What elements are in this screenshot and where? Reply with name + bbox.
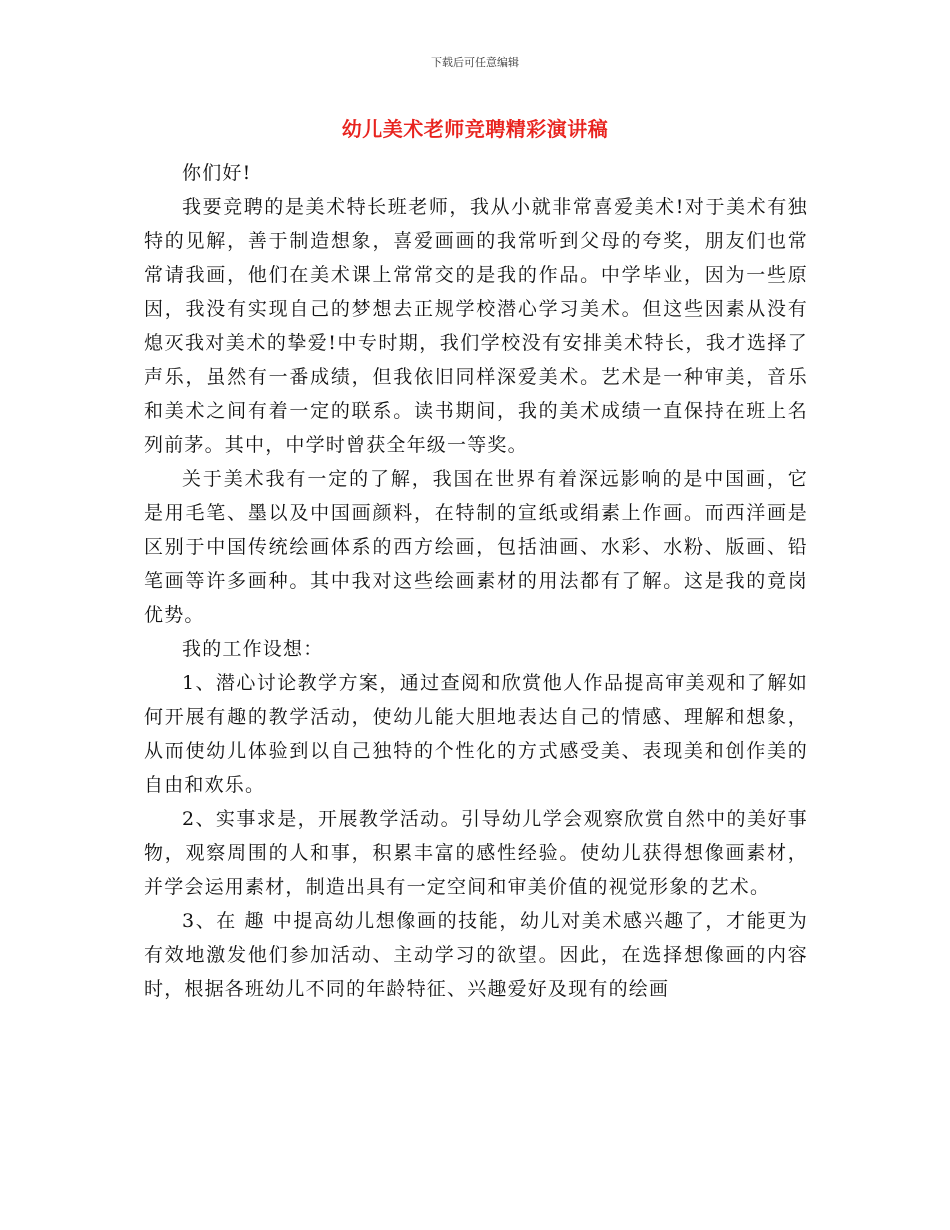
- paragraph-plan-2: 2、实事求是，开展教学活动。引导幼儿学会观察欣赏自然中的美好事物，观察周围的人和事，积累丰富的感性经验。使幼儿获得想像画素材，并学会运用素材，制造出具有一定空间和审美价值的视觉形象的艺术。: [144, 808, 808, 898]
- document-body: [144, 156, 808, 1006]
- paragraph-background: 我要竞聘的是美术特长班老师，我从小就非常喜爱美术!对于美术有独特的见解，善于制造想象，喜爱画画的我常听到父母的夸奖，朋友们也常常请我画，他们在美术课上常常交的是我的作品。中学毕业，因为一些原因，我没有实现自己的梦想去正规学校潜心学习美术。但这些因素从没有熄灭我对美术的挚爱!中专时期，我们学校没有安排美术特长，我才选择了声乐，虽然有一番成绩，但我依旧同样深爱美术。艺术是一种审美，音乐和美术之间有着一定的联系。读书期间，我的美术成绩一直保持在班上名列前茅。其中，中学时曾获全年级一等奖。: [144, 196, 808, 456]
- paragraph-plan-heading: 我的工作设想：: [182, 638, 324, 660]
- paragraph-knowledge: 关于美术我有一定的了解，我国在世界有着深远影响的是中国画，它是用毛笔、墨以及中国画颜料，在特制的宣纸或绢素上作画。而西洋画是区别于中国传统绘画体系的西方绘画，包括油画、水彩、水粉、版画、铅笔画等许多画种。其中我对这些绘画素材的用法都有了解。这是我的竟岗优势。: [144, 468, 808, 626]
- paragraph-greeting: 你们好!: [182, 162, 252, 184]
- paragraph-plan-3: 3、在 趣 中提高幼儿想像画的技能，幼儿对美术感兴趣了，才能更为有效地激发他们参加活动、主动学习的欲望。因此，在选择想像画的内容时，根据各班幼儿不同的年龄特征、兴趣爱好及现有的绘画: [144, 910, 808, 1000]
- header-note: 下载后可任意编辑: [431, 56, 519, 69]
- paragraph-plan-1: 1、潜心讨论教学方案，通过查阅和欣赏他人作品提高审美观和了解如何开展有趣的教学活动，使幼儿能大胆地表达自己的情感、理解和想象，从而使幼儿体验到以自己独特的个性化的方式感受美、表现美和创作美的自由和欢乐。: [144, 672, 808, 796]
- document-title: 幼儿美术老师竞聘精彩演讲稿: [341, 117, 609, 141]
